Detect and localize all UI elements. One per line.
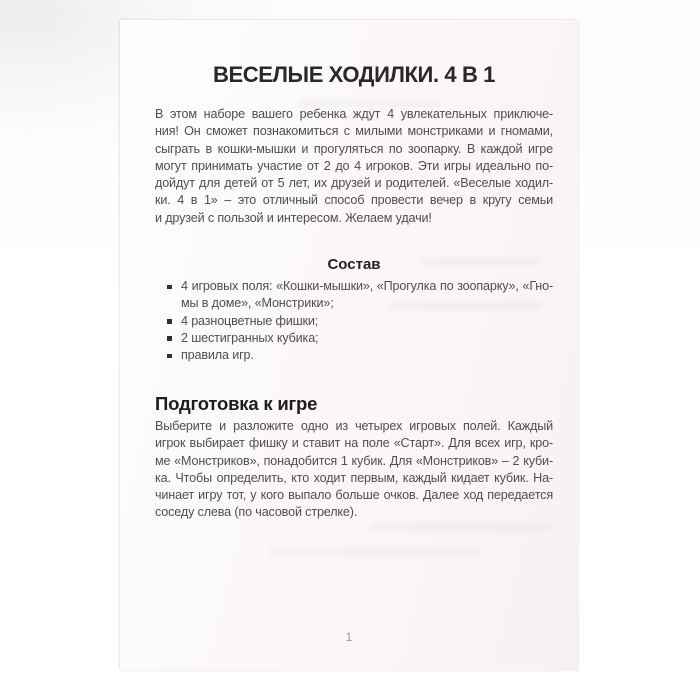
text-line: 2 шестигранных кубика; bbox=[181, 330, 319, 345]
bleed-through-ghost bbox=[370, 523, 552, 531]
text-line: 4 игровых поля: «Кошки-мышки», «Прогулка по зоопарку», «Гно- bbox=[181, 279, 553, 293]
bleed-through-ghost bbox=[270, 548, 480, 556]
square-bullet-icon bbox=[167, 285, 172, 290]
list-item bbox=[155, 330, 553, 347]
page-sheet bbox=[120, 20, 578, 670]
text-line: могут принимать участие от 2 до 4 игроков. Эти игры идеально по- bbox=[155, 158, 553, 173]
page-number: 1 bbox=[345, 632, 353, 644]
components-list bbox=[155, 278, 553, 364]
text-line: В этом наборе вашего ребенка ждут 4 увлекательных приключе- bbox=[155, 107, 553, 121]
text-line: мы в доме», «Монстрики»; bbox=[181, 296, 334, 311]
list-item bbox=[155, 347, 553, 364]
text-line: дойдут для детей от 5 лет, их друзей и родителей. «Веселые ходил- bbox=[155, 176, 553, 191]
square-bullet-icon bbox=[167, 354, 172, 359]
list-item bbox=[155, 278, 553, 313]
intro-paragraph bbox=[155, 106, 553, 227]
section-heading-sostav: Состав bbox=[327, 256, 381, 273]
text-line: Выберите и разложите одно из четырех игровых полей. Каждый bbox=[155, 419, 553, 433]
list-item bbox=[155, 313, 553, 330]
text-line: и друзей с пользой и интересом. Желаем удачи! bbox=[155, 210, 432, 225]
text-line: ме «Монстриков», понадобится 1 кубик. Для «Монстриков» – 2 куби- bbox=[155, 453, 553, 468]
text-line: соседу слева (по часовой стрелке). bbox=[155, 505, 358, 520]
text-line: сыграть в кошки-мышки и прогуляться по зоопарку. В каждой игре bbox=[155, 141, 553, 156]
text-line: 4 разноцветные фишки; bbox=[181, 313, 319, 328]
text-line: ки. 4 в 1» – это отличный способ провести вечер в кругу семьи bbox=[155, 193, 553, 208]
square-bullet-icon bbox=[167, 336, 172, 341]
text-line: правила игр. bbox=[181, 348, 254, 363]
section-heading-podgotovka: Подготовка к игре bbox=[155, 393, 318, 414]
text-line: ка. Чтобы определить, кто ходит первым, каждый кидает кубик. На- bbox=[155, 470, 553, 485]
square-bullet-icon bbox=[167, 319, 172, 324]
text-line: ния! Он сможет познакомиться с милыми монстриками и гномами, bbox=[155, 124, 553, 139]
text-line: игрок выбирает фишку и ставит на поле «Старт». Для всех игр, кро- bbox=[155, 436, 553, 451]
page-title: ВЕСЕЛЫЕ ХОДИЛКИ. 4 В 1 bbox=[213, 62, 495, 87]
setup-paragraph bbox=[155, 418, 553, 522]
text-line: чинает игру тот, у кого выпало больше очков. Далее ход передается bbox=[155, 488, 553, 503]
